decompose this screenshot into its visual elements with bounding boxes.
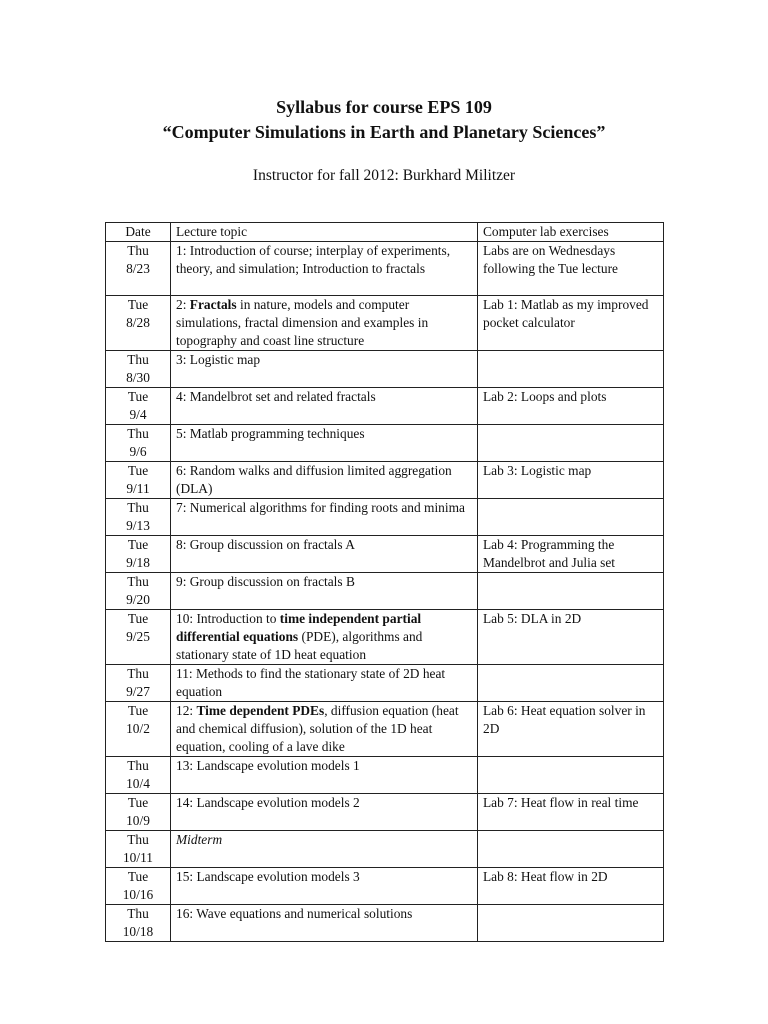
topic-text: 13: Landscape evolution models 1 xyxy=(176,758,360,773)
lecture-topic-cell xyxy=(171,610,478,665)
table-row xyxy=(106,757,664,794)
lab-exercise-cell: Lab 7: Heat flow in real time xyxy=(478,794,664,831)
table-row xyxy=(106,868,664,905)
date-cell xyxy=(106,665,171,702)
date-cell xyxy=(106,905,171,942)
date-cell xyxy=(106,831,171,868)
table-row xyxy=(106,388,664,425)
topic-text: 11: Methods to find the stationary state of 2D heat equation xyxy=(176,666,449,699)
table-row xyxy=(106,296,664,351)
title-line-2: “Computer Simulations in Earth and Planetary Sciences” xyxy=(162,122,606,142)
day-label: Thu xyxy=(127,426,149,441)
topic-text: 1: Introduction of course; interplay of experiments, theory, and simulation; Introduction to fractals xyxy=(176,243,454,276)
date-label: 9/6 xyxy=(129,444,147,459)
date-cell xyxy=(106,462,171,499)
date-label: 9/13 xyxy=(126,518,150,533)
topic-bold-text: time independent partial differential equations xyxy=(176,611,425,644)
day-label: Tue xyxy=(127,297,149,312)
table-row xyxy=(106,536,664,573)
date-cell xyxy=(106,573,171,610)
date-label: 8/30 xyxy=(126,370,150,385)
topic-text: 7: Numerical algorithms for finding roots and minima xyxy=(176,500,465,515)
lecture-topic-cell xyxy=(171,499,478,536)
date-label: 9/27 xyxy=(126,684,150,699)
day-label: Tue xyxy=(127,869,149,884)
date-label: 10/11 xyxy=(122,850,153,865)
day-label: Tue xyxy=(127,463,149,478)
day-label: Thu xyxy=(127,832,149,847)
date-cell xyxy=(106,296,171,351)
day-label: Thu xyxy=(127,574,149,589)
date-cell xyxy=(106,425,171,462)
date-label: 10/4 xyxy=(126,776,150,791)
lab-exercise-cell xyxy=(478,499,664,536)
topic-text: (PDE), algorithms and stationary state of 1D heat equation xyxy=(176,629,426,662)
date-cell xyxy=(106,351,171,388)
lecture-topic-cell xyxy=(171,388,478,425)
topic-text: 14: Landscape evolution models 2 xyxy=(176,795,360,810)
lab-exercise-cell xyxy=(478,425,664,462)
day-label: Thu xyxy=(127,243,149,258)
lab-exercise-cell xyxy=(478,905,664,942)
lecture-topic-cell xyxy=(171,702,478,757)
lecture-topic-cell xyxy=(171,905,478,942)
topic-text: 15: Landscape evolution models 3 xyxy=(176,869,360,884)
lab-exercise-cell xyxy=(478,665,664,702)
topic-text: 16: Wave equations and numerical solutions xyxy=(176,906,413,921)
lab-exercise-cell: Lab 5: DLA in 2D xyxy=(478,610,664,665)
date-cell xyxy=(106,499,171,536)
lab-exercise-cell xyxy=(478,573,664,610)
table-row xyxy=(106,702,664,757)
topic-text: , diffusion equation (heat and chemical diffusion), solution of the 1D heat equation, cooling of a lave dike xyxy=(176,703,462,754)
topic-text: 3: Logistic map xyxy=(176,352,261,367)
date-label: 8/23 xyxy=(126,261,150,276)
lab-exercise-cell: Labs are on Wednesdays following the Tue lecture xyxy=(478,242,664,296)
table-row xyxy=(106,499,664,536)
header-lecture-topic: Lecture topic xyxy=(171,223,478,242)
date-cell xyxy=(106,868,171,905)
lecture-topic-cell xyxy=(171,242,478,296)
lecture-topic-cell xyxy=(171,868,478,905)
lecture-topic-cell xyxy=(171,296,478,351)
day-label: Thu xyxy=(127,500,149,515)
topic-text: 12: xyxy=(176,703,197,718)
table-row xyxy=(106,905,664,942)
lecture-topic-cell xyxy=(171,757,478,794)
lecture-topic-cell xyxy=(171,425,478,462)
topic-italic-text: Midterm xyxy=(176,832,223,847)
table-row xyxy=(106,425,664,462)
date-cell xyxy=(106,702,171,757)
topic-text: 10: Introduction to xyxy=(176,611,280,626)
date-cell xyxy=(106,242,171,296)
topic-text: 5: Matlab programming techniques xyxy=(176,426,365,441)
date-label: 10/9 xyxy=(126,813,150,828)
date-label: 10/18 xyxy=(122,924,154,939)
day-label: Tue xyxy=(127,795,149,810)
date-label: 10/16 xyxy=(122,887,154,902)
topic-text: in nature, models and computer simulations, fractal dimension and examples in topography and coast line structure xyxy=(176,297,432,348)
day-label: Tue xyxy=(127,703,149,718)
topic-text: 9: Group discussion on fractals B xyxy=(176,574,355,589)
date-cell xyxy=(106,536,171,573)
day-label: Thu xyxy=(127,758,149,773)
day-label: Thu xyxy=(127,352,149,367)
date-label: 10/2 xyxy=(126,721,150,736)
day-label: Tue xyxy=(127,611,149,626)
lab-exercise-cell: Lab 8: Heat flow in 2D xyxy=(478,868,664,905)
topic-bold-text: Fractals xyxy=(189,297,237,312)
day-label: Thu xyxy=(127,666,149,681)
lab-exercise-cell: Lab 1: Matlab as my improved pocket calculator xyxy=(478,296,664,351)
lab-exercise-cell: Lab 2: Loops and plots xyxy=(478,388,664,425)
lecture-topic-cell xyxy=(171,794,478,831)
title-line-1: Syllabus for course EPS 109 xyxy=(276,97,492,117)
lab-exercise-cell xyxy=(478,351,664,388)
date-label: 9/20 xyxy=(126,592,150,607)
table-row xyxy=(106,351,664,388)
instructor-line: Instructor for fall 2012: Burkhard Militzer xyxy=(252,167,516,184)
lecture-topic-cell xyxy=(171,665,478,702)
lecture-topic-cell xyxy=(171,831,478,868)
day-label: Tue xyxy=(127,537,149,552)
topic-bold-text: Time dependent PDEs xyxy=(196,703,325,718)
date-label: 9/18 xyxy=(126,555,150,570)
lecture-topic-cell xyxy=(171,351,478,388)
date-label: 9/11 xyxy=(126,481,150,496)
table-row xyxy=(106,610,664,665)
day-label: Thu xyxy=(127,906,149,921)
lecture-topic-cell xyxy=(171,462,478,499)
table-row xyxy=(106,831,664,868)
lecture-topic-cell xyxy=(171,536,478,573)
table-row xyxy=(106,242,664,296)
table-header-row xyxy=(106,223,664,242)
lab-exercise-cell xyxy=(478,831,664,868)
table-row xyxy=(106,665,664,702)
date-cell xyxy=(106,757,171,794)
lecture-topic-cell xyxy=(171,573,478,610)
header-date: Date xyxy=(106,223,171,242)
date-cell xyxy=(106,610,171,665)
date-cell xyxy=(106,794,171,831)
table-row xyxy=(106,794,664,831)
date-label: 9/4 xyxy=(129,407,147,422)
lab-exercise-cell: Lab 6: Heat equation solver in 2D xyxy=(478,702,664,757)
topic-text: 4: Mandelbrot set and related fractals xyxy=(176,389,376,404)
day-label: Tue xyxy=(127,389,149,404)
table-row xyxy=(106,573,664,610)
topic-text: 6: Random walks and diffusion limited aggregation (DLA) xyxy=(176,463,456,496)
date-cell xyxy=(106,388,171,425)
date-label: 9/25 xyxy=(126,629,150,644)
table-row xyxy=(106,462,664,499)
topic-text: 8: Group discussion on fractals A xyxy=(176,537,355,552)
lab-exercise-cell: Lab 4: Programming the Mandelbrot and Julia set xyxy=(478,536,664,573)
date-label: 8/28 xyxy=(126,315,150,330)
lab-exercise-cell xyxy=(478,757,664,794)
topic-text: 2: xyxy=(176,297,190,312)
lab-exercise-cell: Lab 3: Logistic map xyxy=(478,462,664,499)
header-lab-exercises: Computer lab exercises xyxy=(478,223,664,242)
syllabus-table xyxy=(105,222,664,942)
